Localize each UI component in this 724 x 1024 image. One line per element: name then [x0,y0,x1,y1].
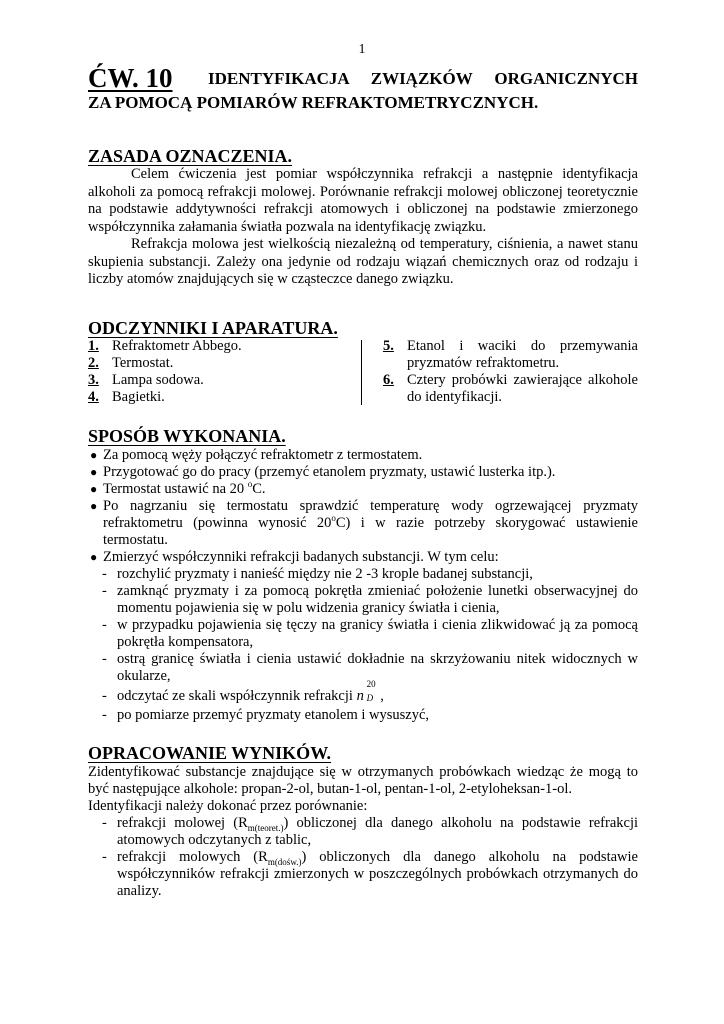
section-heading-odczynniki: ODCZYNNIKI I APARATURA. [88,318,338,338]
bullet-icon: ● [90,448,98,462]
procedure-substep: - odczytać ze skali współczynnik refrakcji n 20 D , [102,685,638,707]
procedure-step: ● Termostat ustawić na 20 $^o$C. [90,479,266,497]
procedure-step: ● Przygotować go do pracy (przemyć etanolem pryzmaty, ustawić lusterka itp.). [90,464,556,480]
procedure-list [88,447,638,724]
bullet-icon: ● [90,550,98,564]
list-item: 5. Etanol i waciki do przemywania pryzmatów refraktometru. [383,338,638,371]
procedure-substep: - po pomiarze przemyć pryzmaty etanolem i wysuszyć, [102,707,430,723]
list-item: 1. Refraktometr Abbego. [88,338,242,354]
procedure-step: ● Za pomocą węży połączyć refraktometr z termostatem. [90,447,423,463]
title-line-2: ZA POMOCĄ POMIARÓW REFRAKTOMETRYCZNYCH. [88,93,539,112]
bullet-icon: ● [90,482,98,496]
bullet-icon: ● [90,465,98,479]
procedure-substep: - zamknąć pryzmaty i za pomocą pokrętła zmieniać położenie lunetki obserwacyjnej do momentu pojawienia się w polu widzenia granicy światła i cienia, [102,583,638,616]
list-item: 2. Termostat. [88,355,174,371]
reagents-list-right [383,338,638,406]
bullet-icon: ● [90,499,98,513]
section-heading-zasada: ZASADA OZNACZENIA. [88,146,293,166]
refractive-index-symbol: n 20 D [356,679,376,704]
list-item: 3. Lampa sodowa. [88,372,204,388]
section-heading-opracowanie: OPRACOWANIE WYNIKÓW. [88,743,332,763]
zasada-paragraph-2: Refrakcja molowa jest wielkością niezależną od temperatury, ciśnienia, a nawet stanu skupienia substancji. Zależy ona jedynie od rodzaju wiązań chemicznych oraz od rodzaju i liczby atomów znajdujących się w cząsteczce danego związku. [88,236,638,287]
section-heading-sposob: SPOSÓB WYKONANIA. [88,426,286,446]
page-number: 1 [358,42,366,57]
results-section [88,764,638,900]
list-item: 4. Bagietki. [88,389,165,405]
procedure-substep: - rozchylić pryzmaty i nanieść między nie 2 -3 krople badanej substancji, [102,566,533,582]
zasada-paragraph-1: Celem ćwiczenia jest pomiar współczynnika refrakcji a następnie identyfikacja alkoholi za pomocą refrakcji molowej. Porównanie refrakcji molowej obliczonej teoretycznie na podstawie addytywności refrakcji atomowych i obliczonej na podstawie zmierzonego współczynnika załamania światła pozwala na identyfikację związku. [88,166,638,235]
title-row [88,63,648,95]
list-item: 6. Cztery probówki zawierające alkohole do identyfikacji. [383,372,638,405]
zasada-text [88,166,638,289]
procedure-step: ● Zmierzyć współczynniki refrakcji badanych substancji. W tym celu: [90,549,499,565]
reagents-list-left [88,338,348,406]
results-paragraph-2: Identyfikacji należy dokonać przez porównanie: [88,798,368,814]
procedure-step: ● Po nagrzaniu się termostatu sprawdzić temperaturę wody ogrzewającej pryzmaty refraktometru (powinna wynosić 20$^o$C) i w razie potrzeby skorygować ustawienie termostatu. [90,498,638,548]
procedure-substep: - w przypadku pojawienia się tęczy na granicy światła i cienia zlikwidować ją za pomocą pokrętła kompensatora, [102,617,638,650]
results-substep: - refrakcji molowej $(R_{m(teoret.)})$ obliczonej dla danego alkoholu na podstawie refrakcji atomowych odczytanych z tablic, [102,815,638,848]
title-line-1: IDENTYFIKACJA ZWIĄZKÓW ORGANICZNYCH [208,69,638,88]
exercise-number: ĆW. 10 [88,63,173,93]
procedure-substep: - ostrą granicę światła i cienia ustawić dokładnie na skrzyżowaniu nitek widocznych w okularze, [102,651,638,684]
column-divider [361,340,362,405]
results-paragraph-1: Zidentyfikować substancje znajdujące się w otrzymanych probówkach wiedząc że mogą to być następujące alkohole: propan-2-ol, butan-1-ol, pentan-1-ol, 2-etyloheksan-1-ol. [88,764,638,797]
results-substep: - refrakcji molowych $(R_{m(dośw.)})$ obliczonych dla danego alkoholu na podstawie współczynników refrakcji zmierzonych w poszczególnych probówkach otrzymanych do analizy. [102,849,638,899]
